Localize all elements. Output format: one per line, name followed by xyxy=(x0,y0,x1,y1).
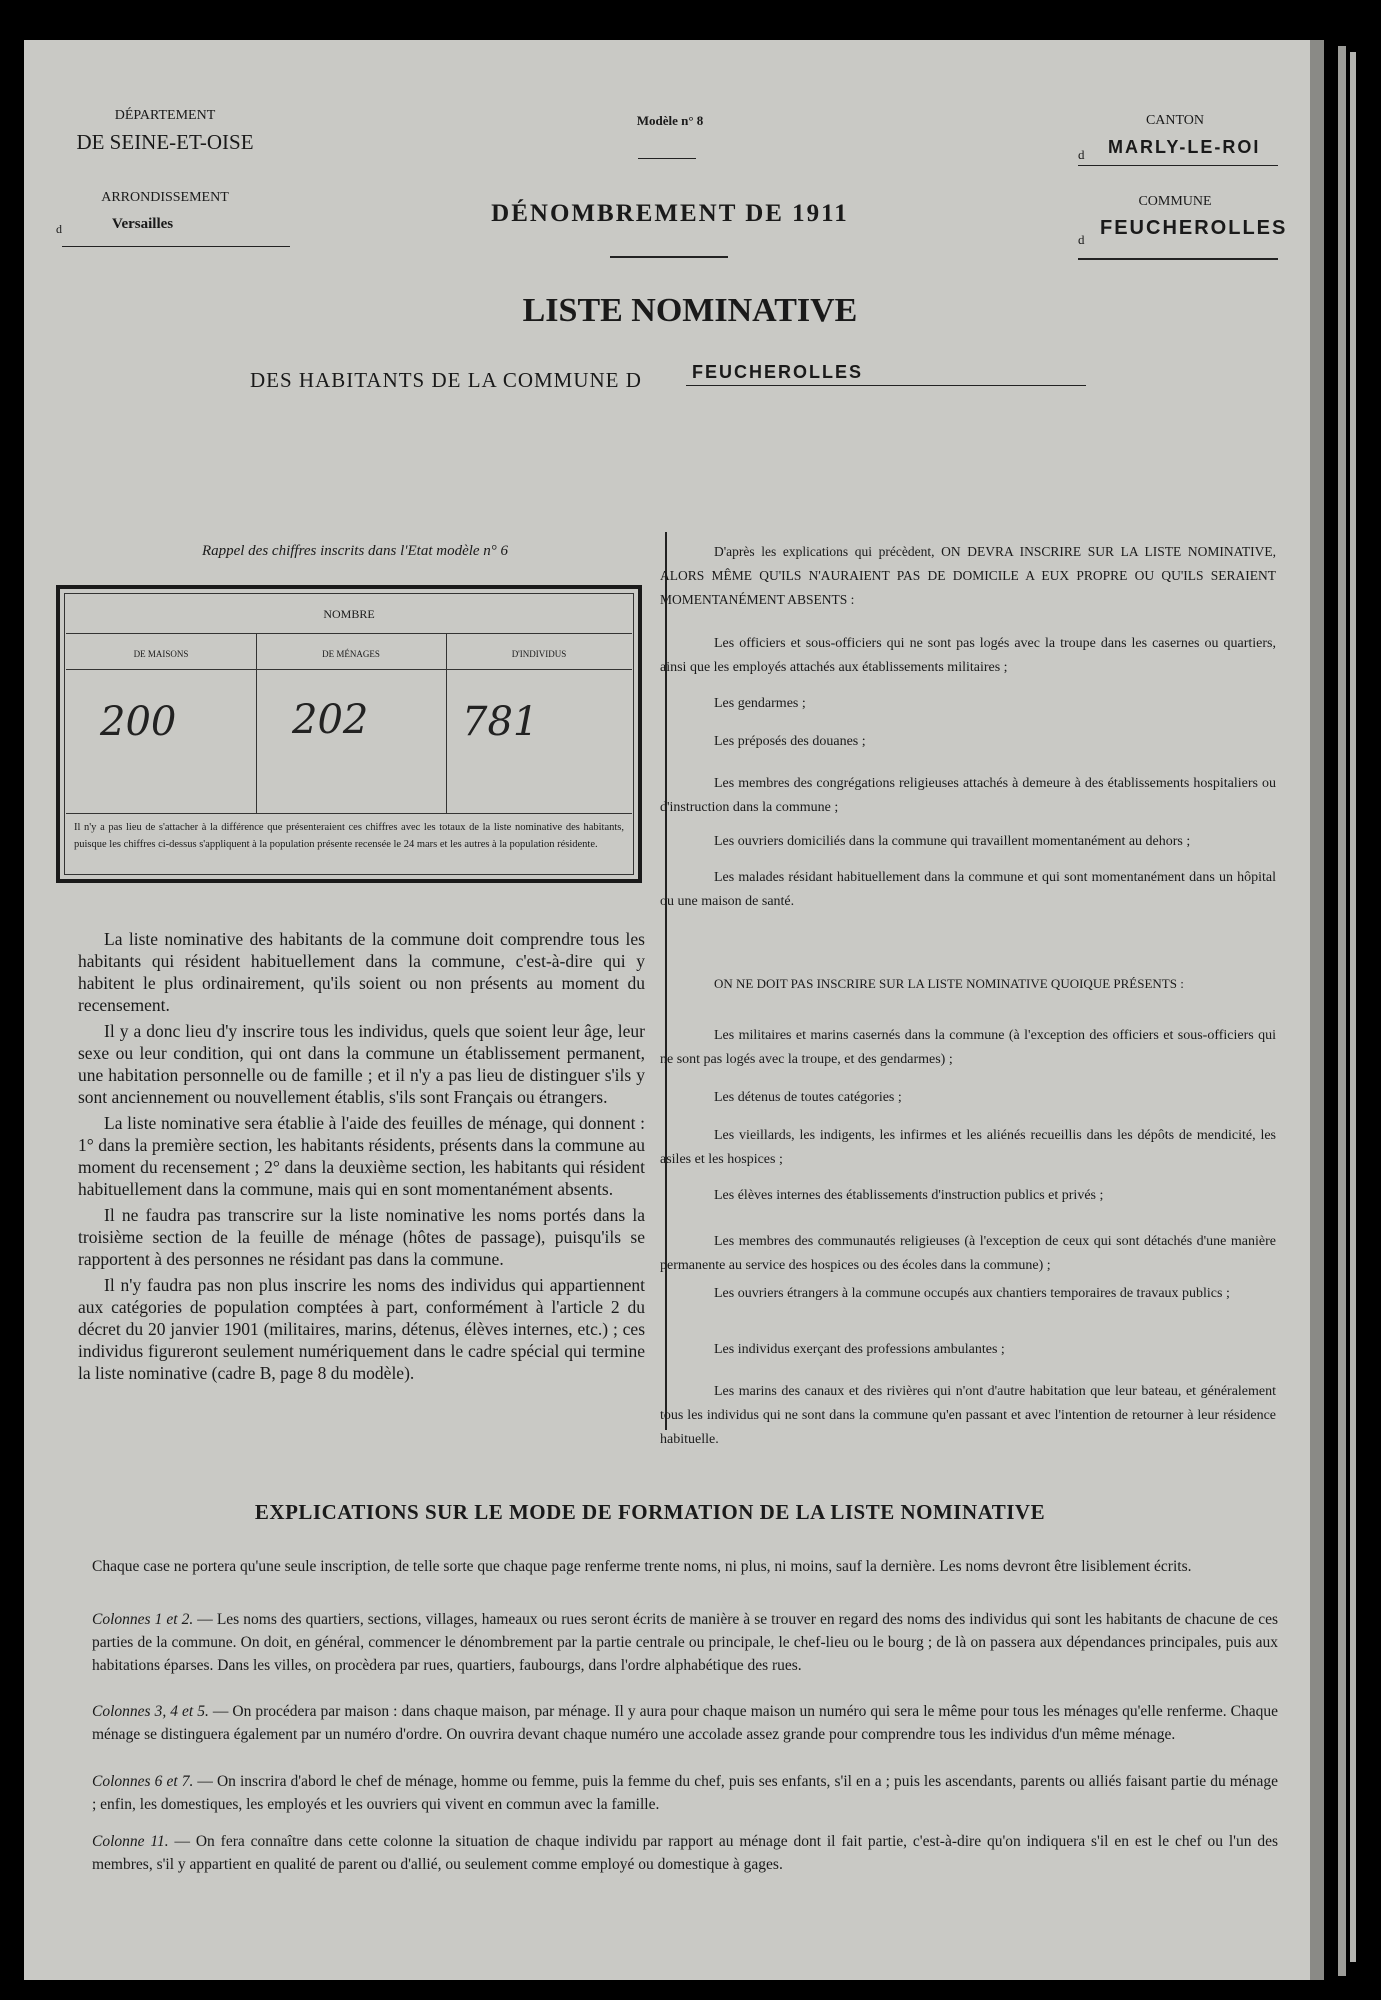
explication-col-6-7 xyxy=(92,1770,1278,1816)
explication-label: Colonne 11. xyxy=(92,1833,169,1850)
inscrire-item: Les membres des congrégations religieuses attachés à demeure à des établissements hospitaliers ou d'instruction dans la commune ; xyxy=(660,776,1276,815)
explication-intro xyxy=(92,1555,1278,1578)
canton-label: CANTON xyxy=(1145,113,1205,128)
arrondissement-prefix: d xyxy=(56,222,62,236)
inscrire-intro: D'après les explications qui précèdent, ON DEVRA INSCRIRE SUR LA LISTE NOMINATIVE, ALORS MÊME QU'ILS N'AURAIENT PAS DE DOMICILE A EUX PROPRE OU QU'ILS SERAIENT MOMENTANÉMENT ABSENTS : xyxy=(660,544,1276,607)
explication-col-3-5 xyxy=(92,1700,1278,1746)
col-maisons: DE MAISONS xyxy=(133,649,189,659)
rule xyxy=(62,246,290,247)
left-paragraph: Il y a donc lieu d'y inscrire tous les individus, quels que soient leur âge, leur sexe ou leur condition, qui ont dans la commune un établissement permanent, une habitation personnelle ou de famille ; et il n'y a pas lieu de distinguer s'ils y sont anciennement ou nouvellement établis, s'ils sont Français ou étrangers. xyxy=(78,1021,645,1107)
rappel-header: NOMBRE xyxy=(323,607,375,621)
subtitle-prefix: DES HABITANTS DE LA COMMUNE D xyxy=(250,368,642,392)
rule xyxy=(610,256,728,258)
departement-value: DE SEINE-ET-OISE xyxy=(76,130,254,154)
rule xyxy=(1078,165,1278,166)
arrondissement-label: ARRONDISSEMENT xyxy=(101,190,229,205)
explication-text: — On fera connaître dans cette colonne la situation de chaque individu par rapport au ménage dont il fait partie, c'est-à-dire qu'on indiquera s'il en est le chef ou l'un des membres, s'il y appartient en qualité de parent ou d'allié, ou seulement comme employé ou domestique à gages. xyxy=(92,1833,1278,1873)
commune-prefix: d xyxy=(1078,232,1085,247)
canton-value: MARLY-LE-ROI xyxy=(1108,137,1261,157)
inscrire-item: Les officiers et sous-officiers qui ne sont pas logés avec la troupe dans les casernes ou quartiers, ainsi que les employés attachés aux établissements militaires ; xyxy=(660,636,1276,675)
exclure-item: Les individus exerçant des professions ambulantes ; xyxy=(714,1342,1005,1357)
rule xyxy=(638,158,696,159)
commune-value: FEUCHEROLLES xyxy=(1100,217,1288,239)
explication-intro-text: Chaque case ne portera qu'une seule inscription, de telle sorte que chaque page renferme trente noms, ni plus, ni moins, sauf la dernière. Les noms devront être lisiblement écrits. xyxy=(92,1558,1192,1575)
col-individus: D'INDIVIDUS xyxy=(511,649,567,659)
inscrire-item: Les malades résidant habituellement dans la commune et qui sont momentanément dans un hôpital ou une maison de santé. xyxy=(660,870,1276,909)
inscrire-item: Les gendarmes ; xyxy=(714,696,806,711)
exclure-item: Les élèves internes des établissements d'instruction publics et privés ; xyxy=(714,1188,1104,1203)
commune-label: COMMUNE xyxy=(1138,194,1212,209)
explication-label: Colonnes 6 et 7. xyxy=(92,1773,194,1790)
exclure-item: Les membres des communautés religieuses (à l'exception de ceux qui sont détachés d'une manière permanente au service des hospices ou des écoles dans la commune) ; xyxy=(660,1234,1276,1273)
exclure-intro: ON NE DOIT PAS INSCRIRE SUR LA LISTE NOMINATIVE QUOIQUE PRÉSENTS : xyxy=(714,976,1184,991)
explication-label: Colonnes 3, 4 et 5. xyxy=(92,1703,209,1720)
explication-col-1-2 xyxy=(92,1608,1278,1677)
census-title: DÉNOMBREMENT DE 1911 xyxy=(491,200,849,227)
rappel-table xyxy=(56,585,642,883)
rule xyxy=(1078,258,1278,260)
departement-label: DÉPARTEMENT xyxy=(114,108,216,123)
exclure-item: Les marins des canaux et des rivières qui n'ont d'autre habitation que leur bateau, et généralement tous les individus qui ne sont dans la commune qu'en passant et avec l'intention de retourner à leur résidence habituelle. xyxy=(660,1384,1276,1447)
inscrire-item: Les préposés des douanes ; xyxy=(714,734,866,749)
explication-col-11 xyxy=(92,1830,1278,1876)
exclure-item: Les militaires et marins casernés dans la commune (à l'exception des officiers et sous-officiers qui ne sont pas logés avec la troupe, et des gendarmes) ; xyxy=(660,1028,1276,1067)
exclure-item: Les ouvriers étrangers à la commune occupés aux chantiers temporaires de travaux publics ; xyxy=(714,1286,1230,1301)
explication-label: Colonnes 1 et 2. xyxy=(92,1611,194,1628)
left-paragraph: La liste nominative des habitants de la commune doit comprendre tous les habitants qui résident habituellement dans la commune, c'est-à-dire qui y habitent le plus ordinairement, qu'ils soient ou non présents au moment du recensement. xyxy=(78,929,645,1015)
explication-text: — On procédera par maison : dans chaque maison, par ménage. Il y aura pour chaque maison un numéro qui sera le même pour tous les ménages qu'elle renferme. Chaque ménage se distinguera également par un numéro d'ordre. On ouvrira devant chaque numéro une accolade assez grande pour comprendre tous les individus d'un même ménage. xyxy=(92,1703,1278,1743)
val-menages: 202 xyxy=(292,697,369,743)
canton-prefix: d xyxy=(1078,147,1085,162)
rule xyxy=(686,385,1086,386)
val-maisons: 200 xyxy=(100,699,177,745)
arrondissement-value: Versailles xyxy=(112,216,174,232)
main-title: LISTE NOMINATIVE xyxy=(522,292,858,329)
rappel-note: Il n'y a pas lieu de s'attacher à la différence que présenteraient ces chiffres avec les totaux de la liste nominative des habitants, puisque les chiffres ci-dessus s'appliquent à la population présente recensée le 24 mars et les autres à la population résidente. xyxy=(74,822,624,850)
left-paragraph: Il ne faudra pas transcrire sur la liste nominative les noms portés dans la troisième section de la feuille de ménage (hôtes de passage), puisqu'ils se rapportent à des personnes ne résidant pas dans la commune. xyxy=(78,1205,645,1269)
exclure-item: Les détenus de toutes catégories ; xyxy=(714,1090,902,1105)
rappel-caption: Rappel des chiffres inscrits dans l'Etat modèle n° 6 xyxy=(201,543,509,559)
inscrire-item: Les ouvriers domiciliés dans la commune qui travaillent momentanément au dehors ; xyxy=(714,834,1191,849)
page-edge xyxy=(1350,52,1356,1962)
left-paragraph: La liste nominative sera établie à l'aide des feuilles de ménage, qui donnent : 1° dans la première section, les habitants résidents, présents dans la commune au moment du recensement ; 2° dans la deuxième section, les habitants qui résident habituellement dans la commune, mais qui en sont momentanément absents. xyxy=(78,1113,645,1199)
explication-text: — On inscrira d'abord le chef de ménage, homme ou femme, puis la femme du chef, puis ses enfants, s'il en a ; puis les ascendants, parents ou alliés faisant partie du ménage ; enfin, les domestiques, les employés et les ouvriers qui vivent en commun avec la famille. xyxy=(92,1773,1278,1813)
val-individus: 781 xyxy=(462,699,539,745)
page-edge xyxy=(1338,46,1346,1976)
col-menages: DE MÉNAGES xyxy=(322,649,380,659)
explications-title: EXPLICATIONS SUR LE MODE DE FORMATION DE LA LISTE NOMINATIVE xyxy=(254,1500,1046,1524)
subtitle-commune: FEUCHEROLLES xyxy=(692,362,864,382)
left-text xyxy=(78,928,645,1388)
exclure-item: Les vieillards, les indigents, les infirmes et les aliénés recueillis dans les dépôts de mendicité, les asiles et les hospices ; xyxy=(660,1128,1276,1167)
explication-text: — Les noms des quartiers, sections, villages, hameaux ou rues seront écrits de manière à se trouver en regard des noms des individus qui sont les habitants de chacune de ces parties de la commune. On doit, en général, commencer le dénombrement par la partie centrale ou principale, le chef-lieu ou le bourg ; de là on passera aux dépendances principales, puis aux habitations éparses. Dans les villes, on procèdera par rues, quartiers, faubourgs, dans l'ordre alphabétique des rues. xyxy=(92,1611,1278,1674)
modele-label: Modèle n° 8 xyxy=(636,113,704,128)
left-paragraph: Il n'y faudra pas non plus inscrire les noms des individus qui appartiennent aux catégories de population comptées à part, conformément à l'article 2 du décret du 20 janvier 1901 (militaires, marins, détenus, élèves internes, etc.) ; ces individus figureront seulement numériquement dans le cadre spécial qui termine la liste nominative (cadre B, page 8 du modèle). xyxy=(78,1275,645,1383)
